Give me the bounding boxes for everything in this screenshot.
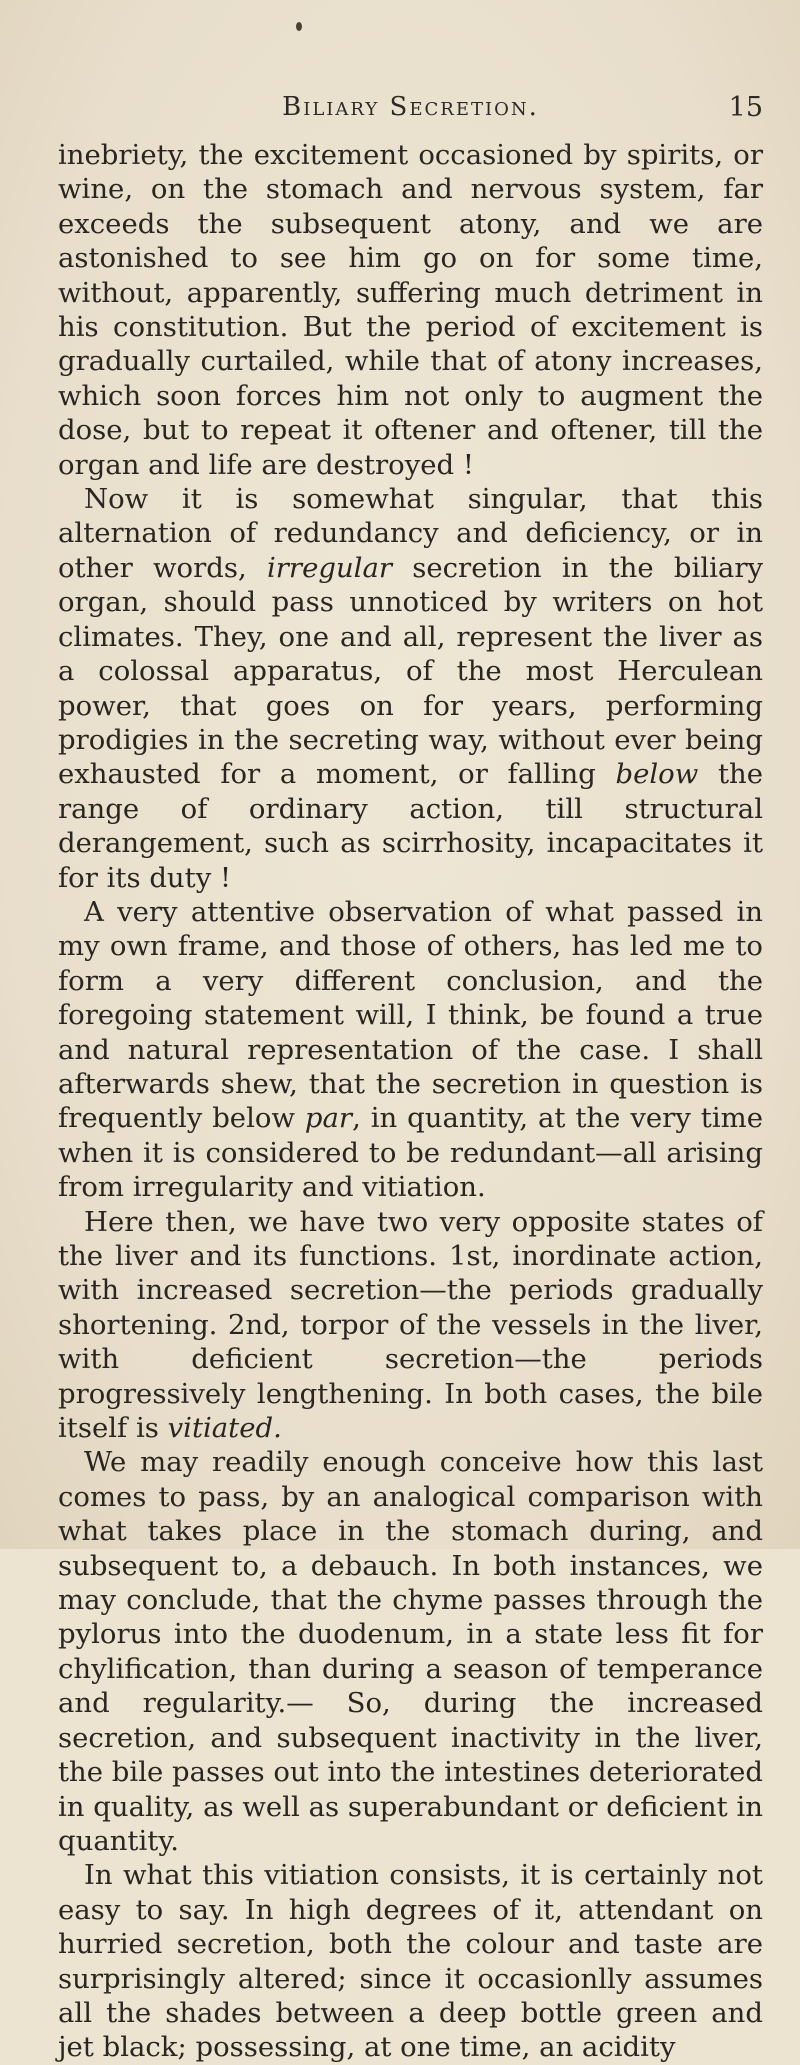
text-run: We may readily enough conceive how this last comes to pass, by an analogical comparison with what takes place in the stomach during, and subsequent to, a debauch. In both instances, we may conclude, that the chyme passes through the pylorus into the duodenum, in a state less fit for chylification, than during a season of temperance and regularity.— So, during the increased secretion, and subsequent inactivity in the liver, the bile passes out into the intestines deteriorated in quality, as well as superabundant or deficient in quantity. [58, 1446, 763, 1857]
ink-speck [296, 22, 302, 31]
italic-text: par [304, 1102, 353, 1135]
text-run: the range of ordinary action, till structural derangement, such as scirrhosity, incapacitates it for its duty ! [58, 758, 763, 894]
paragraph [58, 895, 763, 1205]
italic-text: irregular [266, 551, 392, 584]
text-run: Now it is somewhat singular, that this alternation of redundancy and deficiency, or in other words, [58, 483, 763, 584]
paragraph [58, 138, 763, 482]
running-head [58, 92, 763, 132]
italic-text: vitiated. [167, 1412, 282, 1445]
paragraph [58, 1205, 763, 1446]
paragraph [58, 1445, 763, 1858]
body-text [58, 138, 763, 2065]
italic-text: below [615, 758, 699, 791]
running-title: Biliary Secretion. [282, 92, 539, 122]
text-run: inebriety, the excitement occasioned by spirits, or wine, on the stomach and nervous system, far exceeds the subsequent atony, and we are astonished to see him go on for some time, without, apparently, suffering much detriment in his constitution. But the period of excitement is gradually curtailed, while that of atony increases, which soon forces him not only to augment the dose, but to repeat it oftener and oftener, till the organ and life are destroyed ! [58, 139, 763, 481]
text-run: secretion in the biliary organ, should pass unnoticed by writers on hot climates. They, one and all, represent the liver as a colossal apparatus, of the most Herculean power, that goes on for years, performing prodigies in the secreting way, without ever being exhausted for a moment, or falling [58, 551, 764, 791]
text-run: In what this vitiation consists, it is certainly not easy to say. In high degrees of it, attendant on hurried secretion, both the colour and taste are surprisingly altered; since it occasionlly assumes all the shades between a deep bottle green and jet black; possessing, at one time, an acidity [58, 1859, 763, 2064]
text-run: Here then, we have two very opposite states of the liver and its functions. 1st, inordinate action, with increased secretion—the periods gradually shortening. 2nd, torpor of the vessels in the liver, with deficient secretion—the periods progressively lengthening. In both cases, the bile itself is [58, 1205, 763, 1445]
text-run: A very attentive observation of what passed in my own frame, and those of others, has led me to form a very different conclusion, and the foregoing statement will, I think, be found a true and natural representation of the case. I shall afterwards shew, that the secretion in question is frequently below [58, 895, 763, 1135]
text-run: , in quantity, at the very time when it is considered to be redundant—all arising from irregularity and vitiation. [58, 1102, 763, 1204]
page-number: 15 [728, 92, 763, 123]
paragraph [58, 482, 763, 895]
paragraph [58, 1858, 763, 2064]
